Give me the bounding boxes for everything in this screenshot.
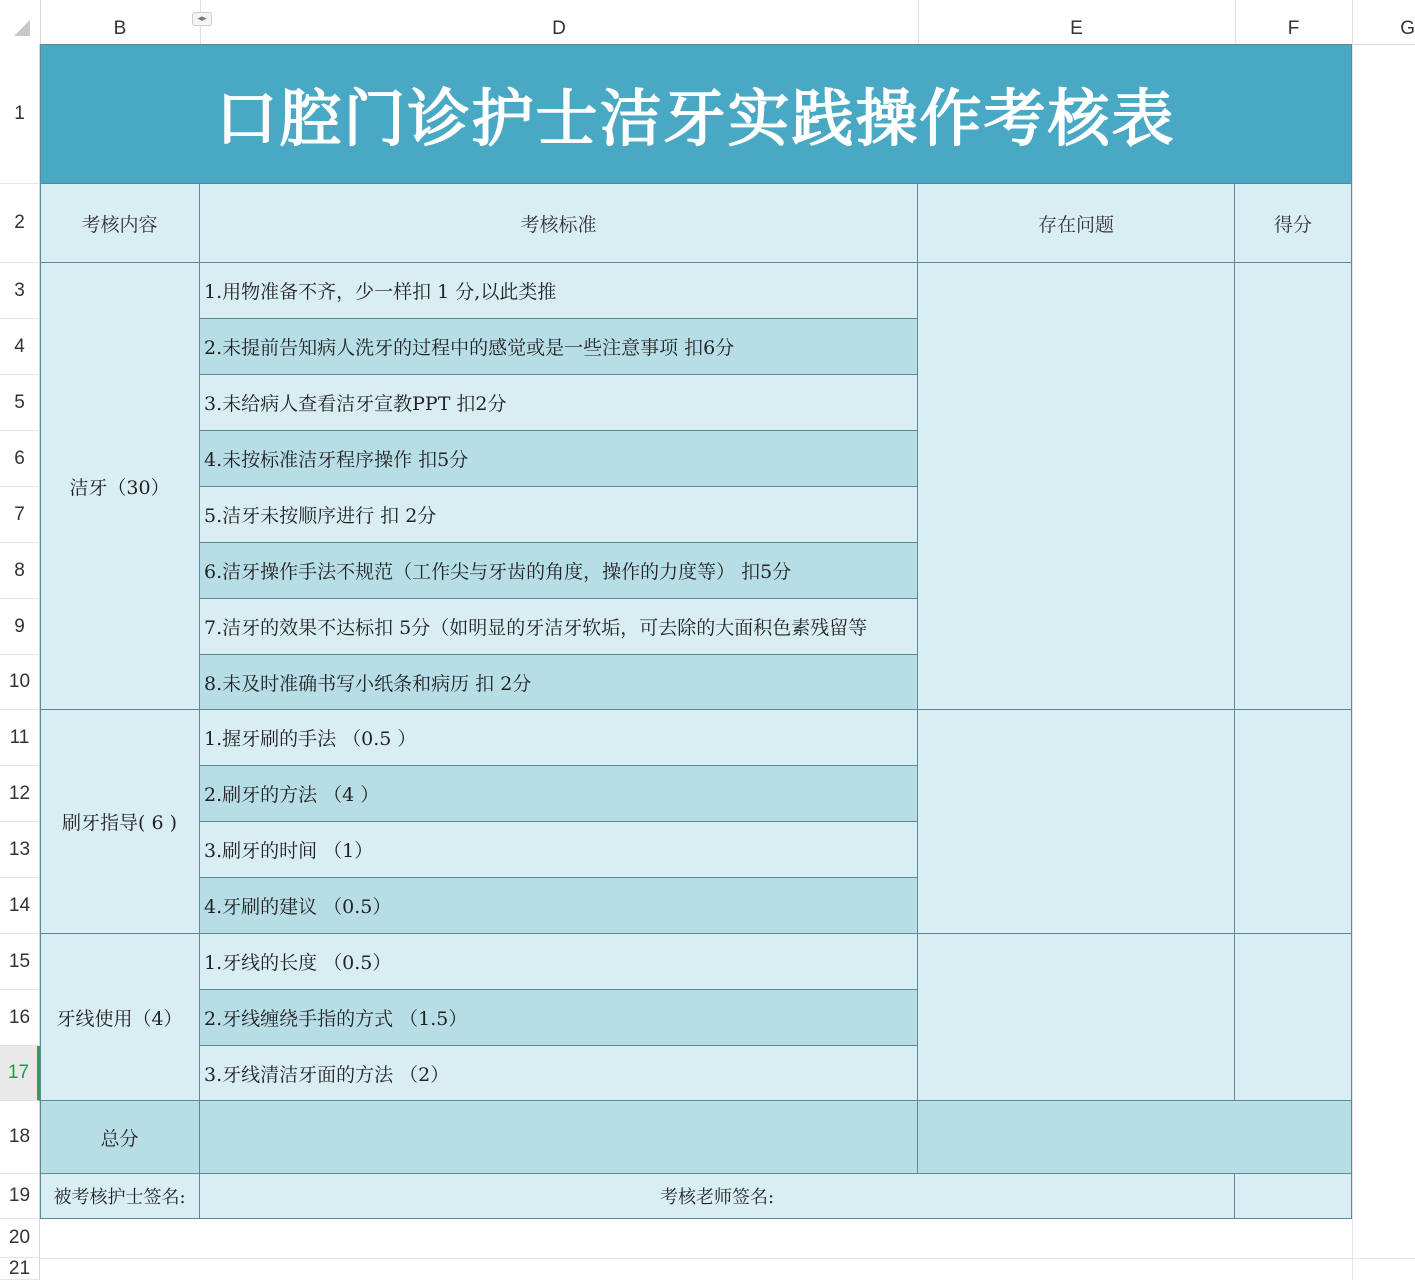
issues-cell-cleaning[interactable] bbox=[918, 263, 1235, 710]
signature-extra-cell[interactable] bbox=[1235, 1174, 1352, 1219]
column-header-g[interactable] bbox=[1352, 0, 1415, 44]
criteria-item[interactable]: 3.牙线清洁牙面的方法 （2） bbox=[200, 1046, 918, 1101]
score-cell-brushing[interactable] bbox=[1235, 710, 1352, 934]
column-header-d[interactable]: D bbox=[200, 0, 919, 44]
row-header[interactable]: 15 bbox=[0, 934, 40, 990]
header-content[interactable]: 考核内容 bbox=[40, 184, 200, 263]
sheet-title[interactable]: 口腔门诊护士洁牙实践操作考核表 bbox=[40, 44, 1352, 184]
row-header[interactable]: 8 bbox=[0, 543, 40, 599]
row-header[interactable]: 20 bbox=[0, 1219, 40, 1258]
select-all-icon bbox=[14, 20, 30, 36]
criteria-item[interactable]: 6.洁牙操作手法不规范（工作尖与牙齿的角度，操作的力度等） 扣5分 bbox=[200, 543, 918, 599]
row-header[interactable]: 4 bbox=[0, 319, 40, 375]
total-value-cell[interactable] bbox=[200, 1101, 918, 1174]
criteria-item[interactable]: 2.刷牙的方法 （4 ） bbox=[200, 766, 918, 822]
row-header[interactable]: 19 bbox=[0, 1174, 40, 1219]
criteria-item[interactable]: 5.洁牙未按顺序进行 扣 2分 bbox=[200, 487, 918, 543]
criteria-item[interactable]: 2.未提前告知病人洗牙的过程中的感觉或是一些注意事项 扣6分 bbox=[200, 319, 918, 375]
row-header[interactable]: 17 bbox=[0, 1046, 40, 1101]
header-standard[interactable]: 考核标准 bbox=[200, 184, 918, 263]
total-extra-cell[interactable] bbox=[918, 1101, 1352, 1174]
total-label[interactable]: 总分 bbox=[40, 1101, 200, 1174]
select-all-corner[interactable] bbox=[0, 0, 41, 44]
section-name-brushing[interactable]: 刷牙指导( 6 ) bbox=[40, 710, 200, 934]
criteria-item[interactable]: 7.洁牙的效果不达标扣 5分（如明显的牙洁牙软垢，可去除的大面积色素残留等 bbox=[200, 599, 918, 655]
gridline bbox=[40, 1258, 1415, 1259]
teacher-signature-label[interactable]: 考核老师签名: bbox=[200, 1174, 1235, 1219]
hidden-column-expand-icon[interactable]: ◂▸ bbox=[192, 12, 212, 26]
header-issues[interactable]: 存在问题 bbox=[918, 184, 1235, 263]
row-header[interactable]: 14 bbox=[0, 878, 40, 934]
criteria-item[interactable]: 1.握牙刷的手法 （0.5 ） bbox=[200, 710, 918, 766]
criteria-item[interactable]: 3.刷牙的时间 （1） bbox=[200, 822, 918, 878]
row-header[interactable]: 5 bbox=[0, 375, 40, 431]
row-header[interactable]: 12 bbox=[0, 766, 40, 822]
row-header[interactable]: 9 bbox=[0, 599, 40, 655]
criteria-item[interactable]: 8.未及时准确书写小纸条和病历 扣 2分 bbox=[200, 655, 918, 710]
criteria-item[interactable]: 4.未按标准洁牙程序操作 扣5分 bbox=[200, 431, 918, 487]
row-header[interactable]: 21 bbox=[0, 1258, 40, 1280]
row-header[interactable]: 7 bbox=[0, 487, 40, 543]
criteria-item[interactable]: 1.用物准备不齐，少一样扣 1 分,以此类推 bbox=[200, 263, 918, 319]
criteria-item[interactable]: 3.未给病人查看洁牙宣教PPT 扣2分 bbox=[200, 375, 918, 431]
row-header[interactable]: 13 bbox=[0, 822, 40, 878]
section-name-floss[interactable]: 牙线使用（4） bbox=[40, 934, 200, 1101]
criteria-item[interactable]: 2.牙线缠绕手指的方式 （1.5） bbox=[200, 990, 918, 1046]
criteria-item[interactable]: 1.牙线的长度 （0.5） bbox=[200, 934, 918, 990]
row-header[interactable]: 16 bbox=[0, 990, 40, 1046]
row-header[interactable]: 1 bbox=[0, 44, 40, 184]
column-header-e[interactable]: E bbox=[918, 0, 1236, 44]
column-letter-g: G bbox=[1400, 18, 1415, 39]
row-header[interactable]: 3 bbox=[0, 263, 40, 319]
column-header-b[interactable]: B bbox=[40, 0, 201, 44]
score-cell-floss[interactable] bbox=[1235, 934, 1352, 1101]
issues-cell-floss[interactable] bbox=[918, 934, 1235, 1101]
gridline bbox=[1352, 44, 1353, 1280]
column-header-bar bbox=[0, 0, 1415, 45]
criteria-item[interactable]: 4.牙刷的建议 （0.5） bbox=[200, 878, 918, 934]
row-header[interactable]: 18 bbox=[0, 1101, 40, 1174]
section-name-cleaning[interactable]: 洁牙（30） bbox=[40, 263, 200, 710]
row-header[interactable]: 10 bbox=[0, 655, 40, 710]
row-header[interactable]: 6 bbox=[0, 431, 40, 487]
column-header-f[interactable]: F bbox=[1235, 0, 1353, 44]
row-header[interactable]: 11 bbox=[0, 710, 40, 766]
issues-cell-brushing[interactable] bbox=[918, 710, 1235, 934]
score-cell-cleaning[interactable] bbox=[1235, 263, 1352, 710]
nurse-signature-label[interactable]: 被考核护士签名: bbox=[40, 1174, 200, 1219]
row-header[interactable]: 2 bbox=[0, 184, 40, 263]
header-score[interactable]: 得分 bbox=[1235, 184, 1352, 263]
